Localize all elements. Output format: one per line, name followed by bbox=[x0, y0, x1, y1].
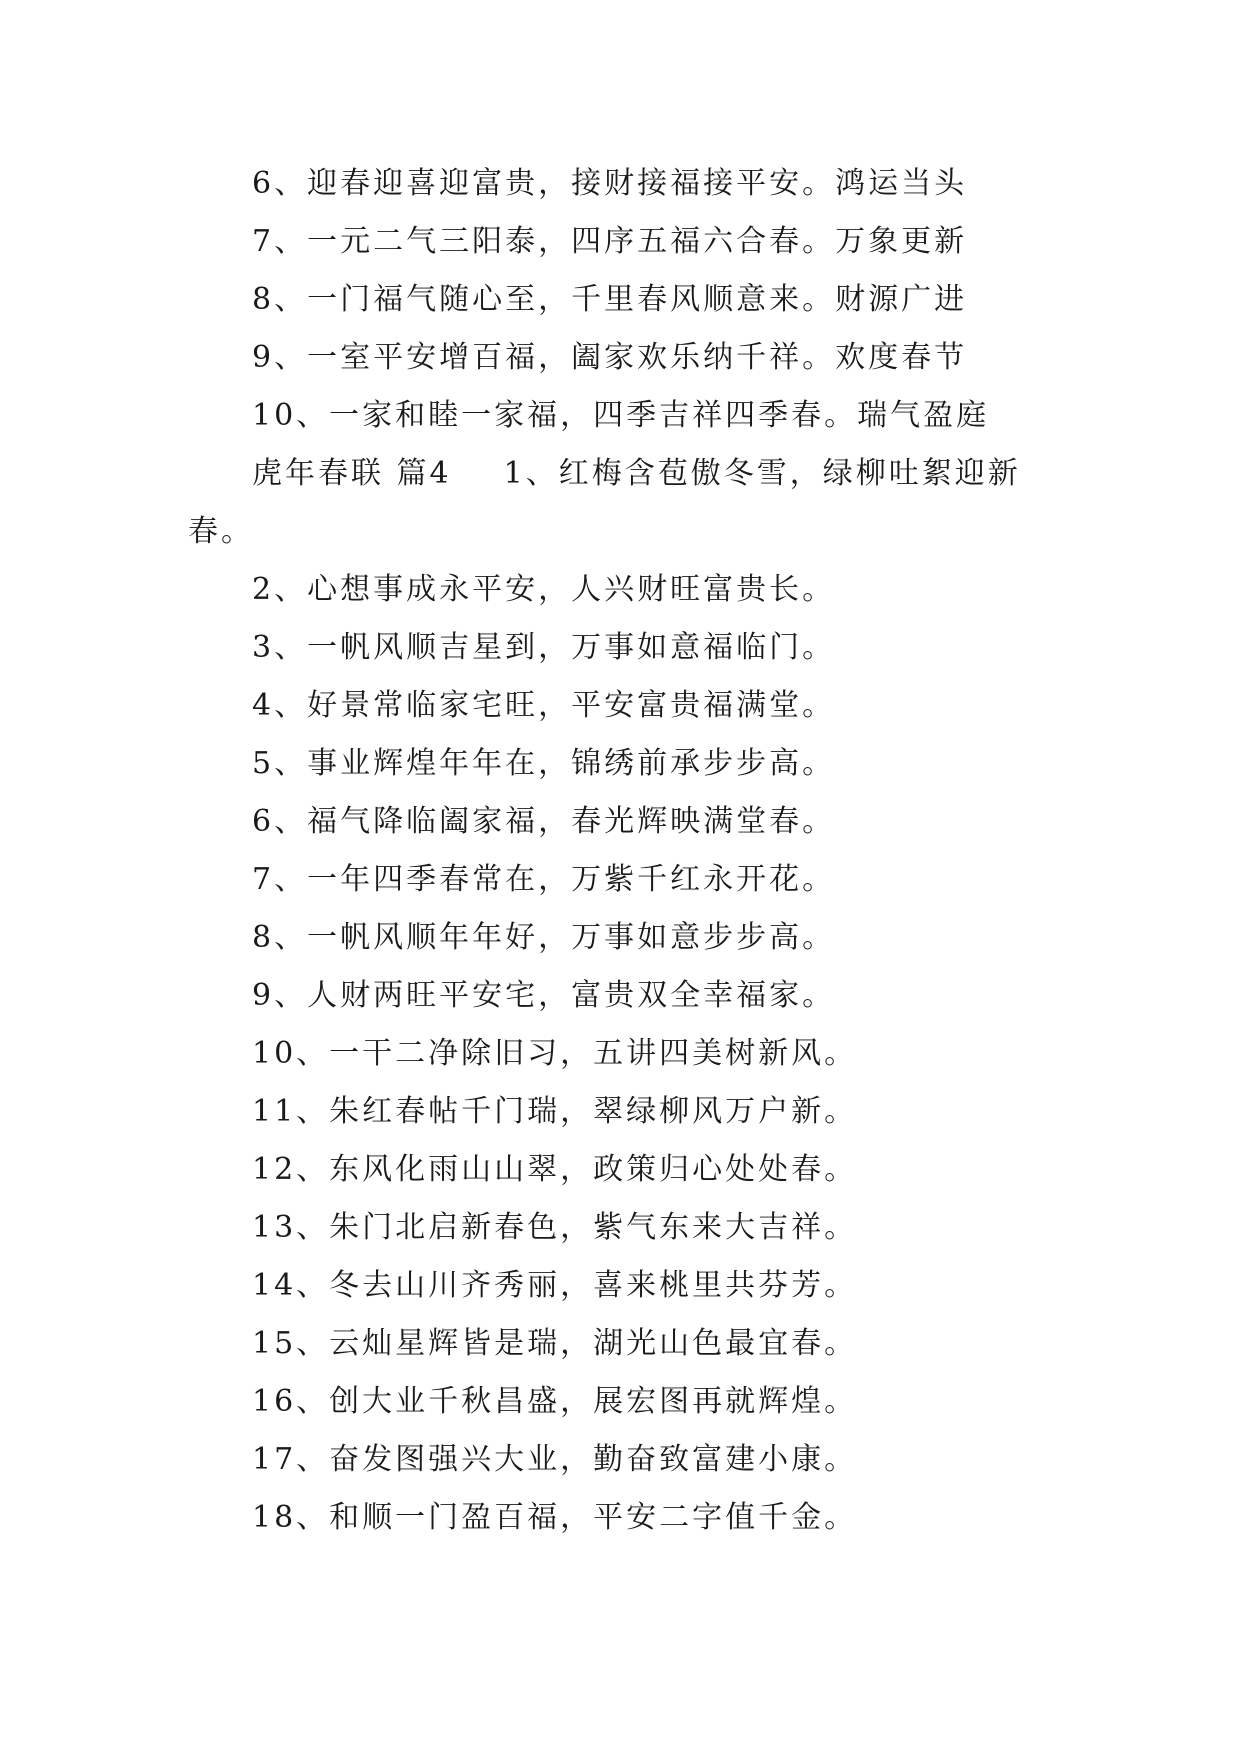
couplet-line: 13、朱门北启新春色，紫气东来大吉祥。 bbox=[252, 1210, 858, 1245]
couplet-line: 18、和顺一门盈百福，平安二字值千金。 bbox=[252, 1500, 858, 1535]
couplet-line: 9、人财两旺平安宅，富贵双全幸福家。 bbox=[252, 978, 836, 1013]
couplet-line: 3、一帆风顺吉星到，万事如意福临门。 bbox=[252, 630, 836, 665]
section-heading: 虎年春联 篇4 bbox=[252, 456, 452, 491]
couplet-line: 7、一年四季春常在，万紫千红永开花。 bbox=[252, 862, 836, 897]
couplet-line: 11、朱红春帖千门瑞，翠绿柳风万户新。 bbox=[252, 1094, 858, 1129]
couplet-line: 10、一家和睦一家福，四季吉祥四季春。瑞气盈庭 bbox=[252, 398, 990, 433]
couplet-line: 4、好景常临家宅旺，平安富贵福满堂。 bbox=[252, 688, 836, 723]
couplet-line: 14、冬去山川齐秀丽，喜来桃里共芬芳。 bbox=[252, 1268, 858, 1303]
couplet-line: 1、红梅含苞傲冬雪，绿柳吐絮迎新 bbox=[503, 456, 1021, 491]
couplet-line: 16、创大业千秋昌盛，展宏图再就辉煌。 bbox=[252, 1384, 858, 1419]
couplet-line: 5、事业辉煌年年在，锦绣前承步步高。 bbox=[252, 746, 836, 781]
couplet-line: 8、一门福气随心至，千里春风顺意来。财源广进 bbox=[252, 282, 968, 317]
couplet-line: 9、一室平安增百福，阖家欢乐纳千祥。欢度春节 bbox=[252, 340, 968, 375]
document-body bbox=[0, 155, 1241, 1547]
couplet-line: 12、东风化雨山山翠，政策归心处处春。 bbox=[252, 1152, 858, 1187]
couplet-line: 2、心想事成永平安，人兴财旺富贵长。 bbox=[252, 572, 836, 607]
section-heading-line bbox=[0, 445, 1241, 503]
couplet-line-wrap: 春。 bbox=[188, 514, 254, 549]
couplet-line: 10、一干二净除旧习，五讲四美树新风。 bbox=[252, 1036, 858, 1071]
couplet-line: 6、迎春迎喜迎富贵，接财接福接平安。鸿运当头 bbox=[252, 166, 968, 201]
couplet-line: 15、云灿星辉皆是瑞，湖光山色最宜春。 bbox=[252, 1326, 858, 1361]
couplet-line: 7、一元二气三阳泰，四序五福六合春。万象更新 bbox=[252, 224, 968, 259]
couplet-line: 6、福气降临阖家福，春光辉映满堂春。 bbox=[252, 804, 836, 839]
couplet-line: 17、奋发图强兴大业，勤奋致富建小康。 bbox=[252, 1442, 858, 1477]
couplet-line: 8、一帆风顺年年好，万事如意步步高。 bbox=[252, 920, 836, 955]
